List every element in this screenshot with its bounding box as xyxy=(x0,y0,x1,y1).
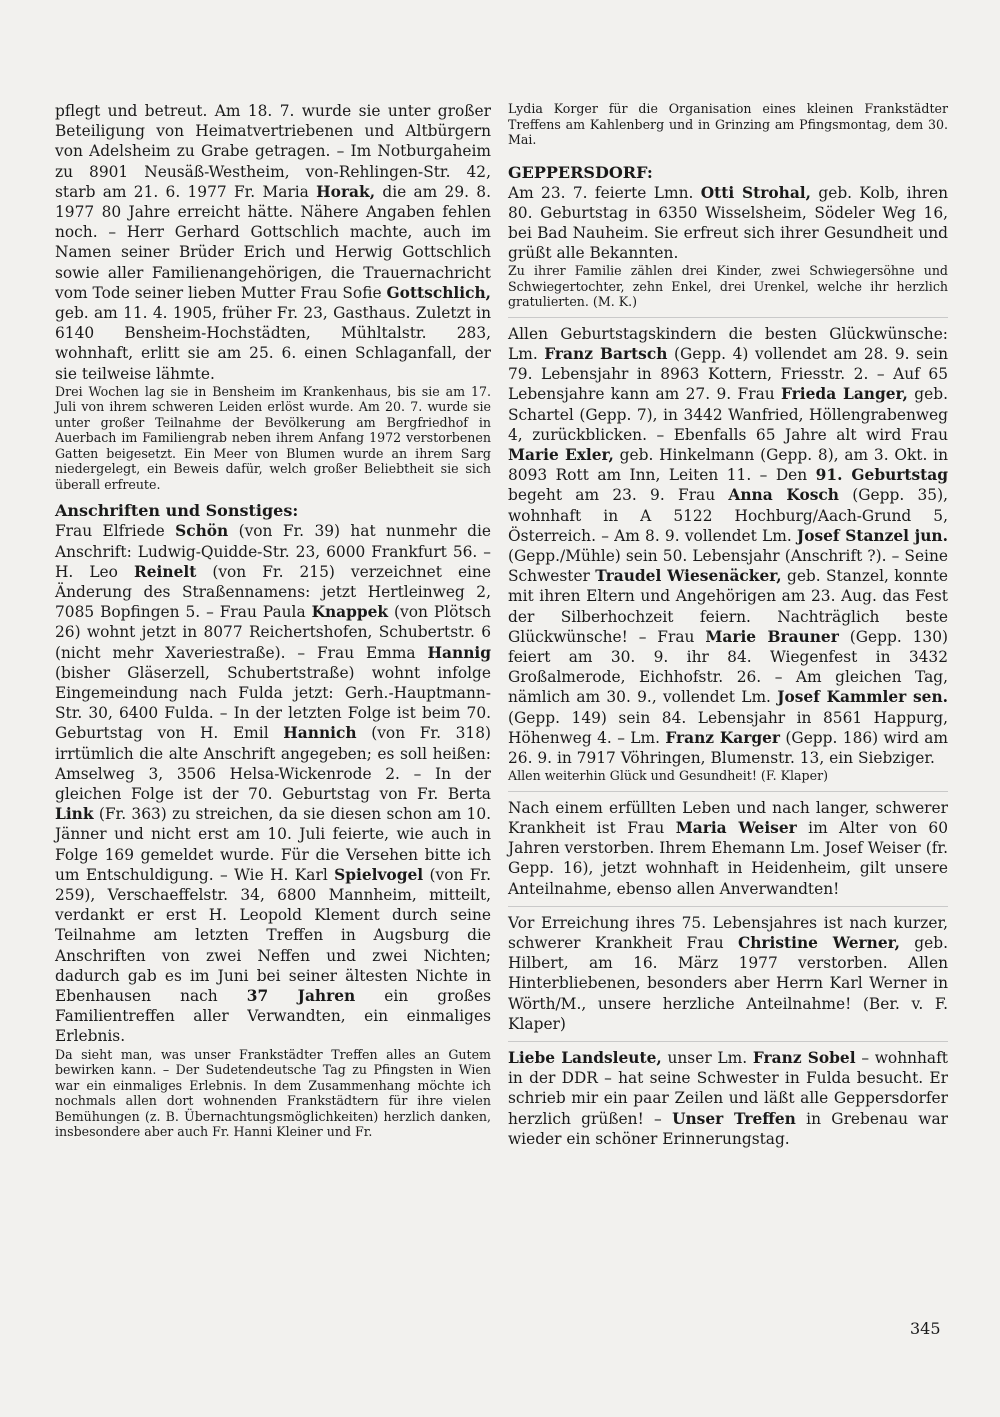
text-run: Allen Geburtstagskindern die besten Glückwünsche: Lm. xyxy=(508,324,948,364)
text-run: (Gepp. 186) wird am 26. 9. in 7917 Vöhringen, Blumenstr. 13, ein Siebziger. xyxy=(508,728,948,768)
paragraph-thanks-continued: Lydia Korger für die Organisation eines kleinen Frankstädter Treffens am Kahlenberg und in Grinzing am Pfingsmontag, dem 30. Mai. xyxy=(508,101,948,147)
bold-name: Josef Kammler sen. xyxy=(777,688,948,707)
paragraph-family-note: Zu ihrer Familie zählen drei Kinder, zwei Schwiegersöhne und Schwiegertochter, zehn Enkel, drei Urenkel, welche ihr herzlich gratulierten. (M. K.) xyxy=(508,263,948,310)
bold-name: Traudel Wiesenäcker, xyxy=(595,567,782,586)
paragraph-addresses-notes: Da sieht man, was unser Frankstädter Treffen alles an Gutem bewirken kann. – Der Sudetendeutsche Tag zu Pfingsten in Wien war ein einmaliges Erlebnis. In dem Zusammenhang möchte ich nochmals allen dort wohnenden Frankstädtern für ihre vielen Bemühungen (z. B. Übernachtungsmöglichkeiten) herzlich danken, insbesondere aber auch Fr. Hanni Kleiner und Fr. xyxy=(55,1046,491,1140)
paragraph-obituary-details: Drei Wochen lag sie in Bensheim im Krankenhaus, bis sie am 17. Juli von ihrem schweren Leiden erlöst wurde. Am 20. 7. wurde sie unter großer Teilnahme der Bevölkerung am Bergfriedhof in Auerbach im Familiengrab neben ihrem Anfang 1972 verstorbenen Gatten beigesetzt. Ein Meer von Blumen wurde an ihrem Sarg niedergelegt, ein Beweis dafür, welch großer Beliebtheit sie sich überall erfreute. xyxy=(55,383,491,492)
text-run: geb. Schartel (Gepp. 7), in 3442 Wanfried, Höllengrabenweg 4, zurückblicken. – Ebenfalls 65 Jahre alt wird Frau xyxy=(508,385,948,444)
bold-name: Gottschlich, xyxy=(386,283,491,302)
bold-name: Marie Exler, xyxy=(508,446,614,465)
divider xyxy=(508,906,948,907)
bold-name: 91. Geburtstag xyxy=(815,466,948,485)
text-run: geb. Stanzel, konnte mit ihren Eltern und Angehörigen am 23. Aug. das Fest der Silberhochzeit feiern. Nachträglich beste Glückwünsche! – Frau xyxy=(508,567,948,646)
paragraph-death-werner xyxy=(508,913,948,1034)
bold-name: Frieda Langer, xyxy=(781,385,908,404)
text-run: Frau Elfriede xyxy=(55,522,176,541)
section-heading-geppersdorf: GEPPERSDORF: xyxy=(508,162,653,182)
text-run: geb. Hilbert, am 16. März 1977 verstorben. Allen Hinterbliebenen, besonders aber Herrn Karl Werner in Wörth/M., unsere herzliche Anteilnahme! (Ber. v. F. Klaper) xyxy=(508,934,948,1033)
right-column xyxy=(508,101,948,1149)
text-run: geb. Kolb, ihren 80. Geburtstag in 6350 Wisselsheim, Södeler Weg 16, bei Bad Nauheim. Sie erfreut sich ihrer Gesundheit und grüßt alle Bekannten. xyxy=(508,183,949,263)
paragraph-obituaries xyxy=(55,101,491,384)
text-run: geb. Hinkelmann (Gepp. 8), am 3. Okt. in 8093 Rott am Inn, Leiten 11. – Den xyxy=(508,446,948,485)
divider xyxy=(508,1041,948,1042)
bold-name: Link xyxy=(55,805,94,824)
text-run: geb. am 11. 4. 1905, früher Fr. 23, Gasthaus. Zuletzt in 6140 Bensheim-Hochstädten, Mühltalstr. 283, wohnhaft, erlitt sie am 25. 6. einen Schlaganfall, der sie teilweise lähmte. xyxy=(55,304,491,383)
bold-name: Horak, xyxy=(316,182,376,201)
bold-name: Unser Treffen xyxy=(672,1109,796,1128)
text-run: (von Fr. 215) verzeichnet eine Änderung des Straßennamens: jetzt Hertleinweg 2, 7085 Bopfingen 5. – Frau Paula xyxy=(55,562,491,622)
text-run: im Alter von 60 Jahren verstorben. Ihrem Ehemann Lm. Josef Weiser (fr. Gepp. 16), jetzt wohnhaft in Heidenheim, gilt unsere Anteilnahme, ebenso allen Anverwandten! xyxy=(508,818,948,898)
bold-name: Liebe Landsleute, xyxy=(508,1049,662,1068)
text-run: (von Fr. 259), Verschaeffelstr. 34, 6800 Mannheim, mitteilt, verdankt er erst H. Leopold Klement durch seine Teilnahme am letzten Treffen in Augsburg die Anschriften von zwei Neffen und zwei Nichten; dadurch gab es im Juni bei seiner ältesten Nichte in Ebenhausen nach xyxy=(55,865,491,1006)
text-run: pflegt und betreut. Am 18. 7. wurde sie unter großer Beteiligung von Heimatvertriebenen und Altbürgern von Adelsheim zu Grabe getragen. – Im Notburgaheim zu 8901 Neusäß-Westheim, von-Rehlingen-Str. 42, starb am 21. 6. 1977 Fr. Maria xyxy=(55,102,491,201)
bold-name: Franz Karger xyxy=(665,728,781,747)
text-run: (Fr. 363) zu streichen, da sie diesen schon am 10. Jänner und nicht erst am 10. Juli feierte, wie auch in Folge 169 gemeldet wurde. Für die Versehen bitte ich um Entschuldigung. – Wie H. Karl xyxy=(55,805,491,884)
bold-name: Knappek xyxy=(311,603,389,622)
text-run: – wohnhaft in der DDR – hat seine Schwester in Fulda besucht. Er schrieb mir ein paar Zeilen und läßt alle Geppersdorfer herzlich grüßen! – xyxy=(508,1049,948,1128)
text-run: (von Plötsch 26) wohnt jetzt in 8077 Reichertshofen, Schubertstr. 6 (nicht mehr Xaveriestraße). – Frau Emma xyxy=(55,603,492,662)
left-column xyxy=(55,101,491,1140)
text-run: Am 23. 7. feierte Lmn. xyxy=(508,183,701,202)
text-run: (von Fr. 39) hat nunmehr die Anschrift: Ludwig-Quidde-Str. 23, 6000 Frankfurt 56. – H. Leo xyxy=(55,522,491,581)
bold-name: Franz Bartsch xyxy=(544,345,668,364)
text-run: Vor Erreichung ihres 75. Lebensjahres ist nach kurzer, schwerer Krankheit Frau xyxy=(508,913,948,952)
text-run: (Gepp. 130) feiert am 30. 9. ihr 84. Wiegenfest in 3432 Großalmerode, Eichhofstr. 26. – Am gleichen Tag, nämlich am 30. 9., vollendet Lm. xyxy=(508,627,949,707)
bold-name: Otti Strohal, xyxy=(700,183,812,202)
paragraph-greetings-sobel xyxy=(508,1048,948,1149)
paragraph-death-weiser xyxy=(508,798,948,899)
text-run: unser Lm. xyxy=(661,1049,753,1068)
bold-name: Schön xyxy=(175,522,229,541)
text-run: (Gepp. 149) sein 84. Lebensjahr in 8561 Happurg, Höhenweg 4. – Lm. xyxy=(508,708,948,747)
bold-name: 37 Jahren xyxy=(246,987,356,1006)
paragraph-birthday-wishes: Allen weiterhin Glück und Gesundheit! (F. Klaper) xyxy=(508,768,829,784)
text-run: (bisher Gläserzell, Schubertstraße) wohnt infolge Eingemeindung nach Fulda jetzt: Gerh.-Hauptmann-Str. 30, 6400 Fulda. – In der letzten Folge ist beim 70. Geburtstag von H. Emil xyxy=(55,663,491,743)
section-heading-addresses: Anschriften und Sonstiges: xyxy=(55,501,299,521)
page-number: 345 xyxy=(910,1319,941,1338)
text-run: begeht am 23. 9. Frau xyxy=(508,486,729,505)
text-run: Nach einem erfüllten Leben und nach langer, schwerer Krankheit ist Frau xyxy=(508,798,948,837)
divider xyxy=(508,317,948,318)
paragraph-birthday-strohal xyxy=(508,183,948,264)
divider xyxy=(508,791,948,792)
bold-name: Hannig xyxy=(427,643,491,662)
bold-name: Franz Sobel xyxy=(752,1049,856,1068)
text-run: in Grebenau war wieder ein schöner Erinnerungstag. xyxy=(508,1109,949,1148)
bold-name: Maria Weiser xyxy=(675,818,797,837)
bold-name: Hannich xyxy=(283,724,357,743)
text-run: (Gepp. 35), wohnhaft in A 5122 Hochburg/Aach-Grund 5, Österreich. – Am 8. 9. vollendet Lm. xyxy=(508,486,948,545)
text-run: (Gepp./Mühle) sein 50. Lebensjahr (Anschrift ?). – Seine Schwester xyxy=(508,547,948,586)
bold-name: Josef Stanzel jun. xyxy=(796,526,948,545)
text-run: die am 29. 8. 1977 80 Jahre erreicht hätte. Nähere Angaben fehlen noch. – Herr Gerhard Gottschlich machte, auch im Namen seiner Brüder Erich und Herwig Gottschlich sowie aller Familienangehörigen, die Trauernachricht vom Tode seiner lieben Mutter Frau Sofie xyxy=(55,182,491,302)
bold-name: Reinelt xyxy=(133,562,197,581)
paragraph-addresses xyxy=(55,521,491,1046)
paragraph-birthdays xyxy=(508,324,948,768)
text-run: (Gepp. 4) vollendet am 28. 9. sein 79. Lebensjahr in 8963 Kottern, Friesstr. 2. – Auf 65 Lebensjahre kann am 27. 9. Frau xyxy=(508,345,948,404)
text-run: ein großes Familientreffen aller Verwandten, ein einmaliges Erlebnis. xyxy=(55,987,491,1046)
bold-name: Christine Werner, xyxy=(737,934,900,952)
bold-name: Spielvogel xyxy=(334,865,424,884)
text-run: (von Fr. 318) irrtümlich die alte Anschrift angegeben; es soll heißen: Amselweg 3, 3506 Helsa-Wickenrode 2. – In der gleichen Folge ist der 70. Geburtstag von Fr. Berta xyxy=(55,724,492,803)
bold-name: Marie Brauner xyxy=(705,627,839,646)
bold-name: Anna Kosch xyxy=(728,486,839,505)
